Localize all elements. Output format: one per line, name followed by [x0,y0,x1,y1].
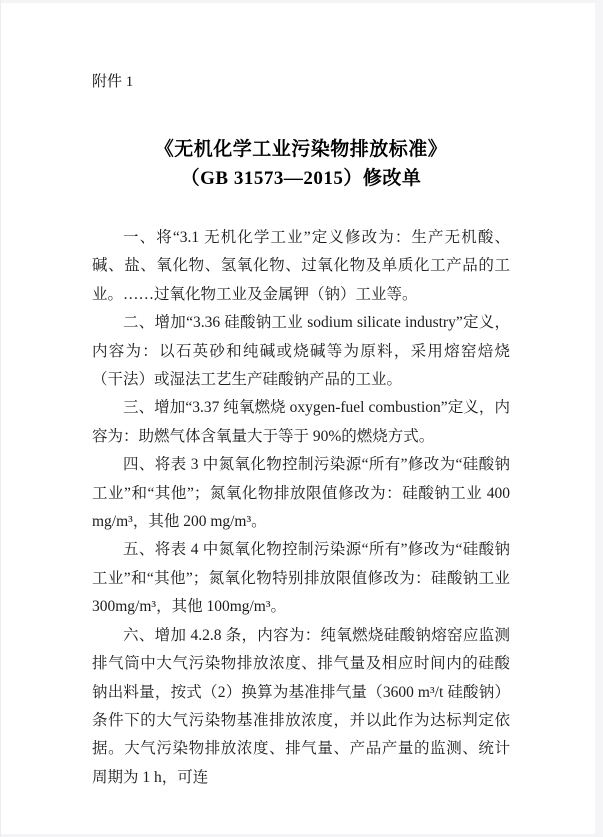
paragraph-3: 三、增加“3.37 纯氧燃烧 oxygen-fuel combustion”定义，内容为：助燃气体含氧量大于等于 90%的燃烧方式。 [92,399,510,445]
document-body [92,224,510,792]
paragraph-2: 二、增加“3.36 硅酸钠工业 sodium silicate industry”定义，内容为：以石英砂和纯碱或烧碱等为原料，采用熔窑焙烧（干法）或湿法工艺生产硅酸钠产品的工业。 [92,314,510,389]
paragraph-6: 六、增加 4.2.8 条，内容为：纯氧燃烧硅酸钠熔窑应监测排气筒中大气污染物排放浓度、排气量及相应时间内的硅酸钠出料量，按式（2）换算为基准排气量（3600 m³/t 硅酸钠）条件下的大气污染物基准排放浓度，并以此作为达标判定依据。大气污染物排放浓度、排气量、产品产量的监测、统计周期为 1 h，可连 [92,626,510,786]
scan-edge-left [0,0,1,837]
document-content [92,0,510,792]
paragraph-5: 五、将表 4 中氮氧化物控制污染源“所有”修改为“硅酸钠工业”和“其他”；氮氧化物特别排放限值修改为：硅酸钠工业 300mg/m³，其他 100mg/m³。 [92,541,510,616]
document-title [92,135,510,193]
paragraph-4: 四、将表 3 中氮氧化物控制污染源“所有”修改为“硅酸钠工业”和“其他”；氮氧化物排放限值修改为：硅酸钠工业 400 mg/m³，其他 200 mg/m³。 [92,456,510,531]
paragraph-1: 一、将“3.1 无机化学工业”定义修改为：生产无机酸、碱、盐、氧化物、氢氧化物、过氧化物及单质化工产品的工业。……过氧化物工业及金属钾（钠）工业等。 [92,229,510,303]
attachment-label: 附件 1 [92,74,134,90]
document-title-line2: （GB 31573—2015）修改单 [180,168,422,189]
document-title-line1: 《无机化学工业污染物排放标准》 [154,139,448,160]
scan-edge-right [595,0,603,837]
